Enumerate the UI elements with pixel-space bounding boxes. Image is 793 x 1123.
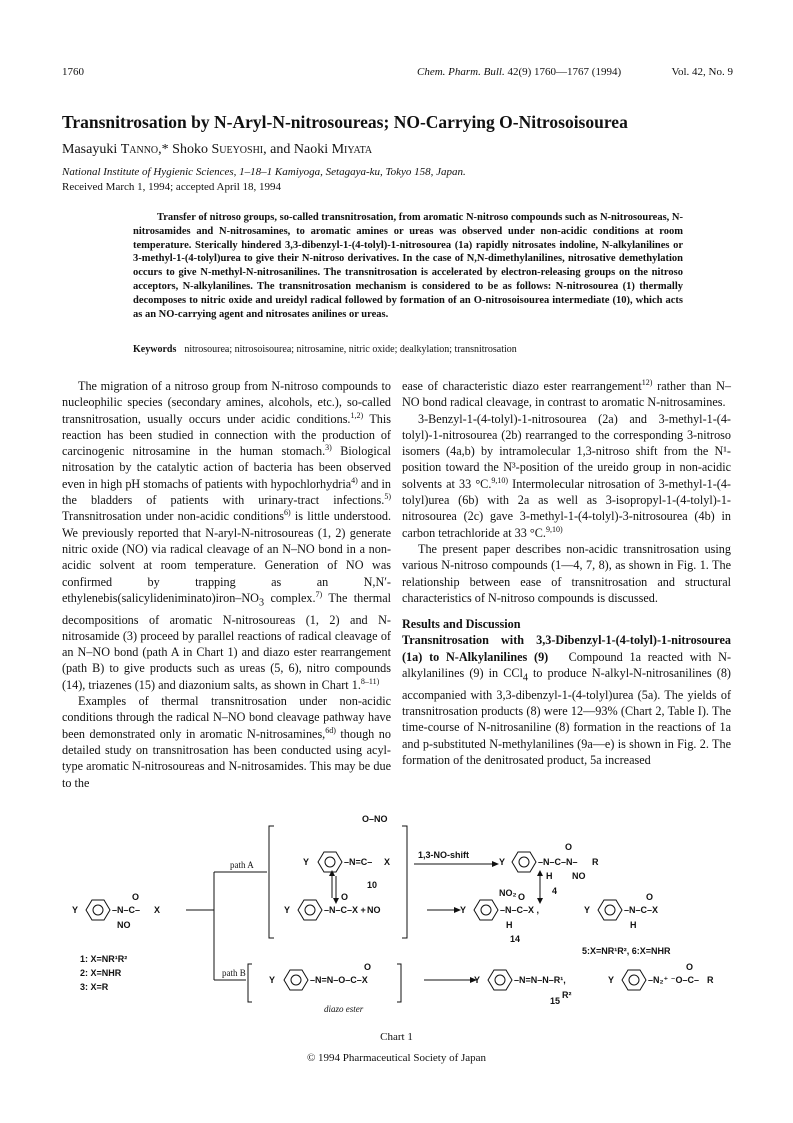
svg-text:O: O — [132, 892, 140, 902]
legend-2: 2: X=NHR — [80, 968, 122, 978]
svg-text:H: H — [630, 920, 637, 930]
paragraph: Transnitrosation with 3,3-Dibenzyl-1-(4-tolyl)-1-nitrosourea (1a) to N-Alkylanilines (9) Compound 1a reacted with N-alkylanilines (9) in CCl$_4$ to produce N-alkyl-N-nitrosanilines (8) accompanied with 3,3-dibenzyl-1-(4-tolyl)urea (5a). The yields of transnitrosation products (8) were 12—93% (Chart 2, Table I). The time-course of N-nitrosaniline (8) formation in the reactions of 1a and p-substituted N-methylanilines (9a—e) is shown in Fig. 2. The formation of the denitrosated product, 5a increased — [402, 633, 732, 767]
received-dates: Received March 1, 1994; accepted April 18, 1994 — [62, 181, 282, 193]
svg-text:–N–C–X ,: –N–C–X , — [500, 905, 540, 915]
scheme-drawing — [62, 812, 732, 1022]
compound-4: 4 — [552, 886, 558, 896]
svg-text:O: O — [364, 962, 372, 972]
svg-text:NO: NO — [117, 920, 131, 930]
path-b-label: path B — [222, 968, 246, 978]
compound-10: 10 — [367, 880, 378, 890]
paragraph: The migration of a nitroso group from N-nitroso compounds to nucleophilic species (secondary amines, alcohols, etc.), so-called transnitrosation, usually occurs under acidic conditions.$^{1,2)}$ This reaction has been studied in connection with the production of carcinogenic nitrosamine in the human stomach.$^{3)}$ Biological nitrosation by the catalytic action of bacteria has been observed even in high pH stomachs of patients with hypochlorhydria$^{4)}$ and in the bladders of patients with urinary-tract infections.$^{5)}$ Transnitrosation under non-acidic conditions$^{6)}$ is little understood. We previously reported that N-aryl-N-nitrosoureas (1, 2) generate nitric oxide (NO) via radical cleavage of an N–NO bond in a non-acidic solvent at room temperature. Generation of NO was confirmed by trapping as an $N,N'-ethylenebis(salicylideniminato)iron-NO_3$ complex.$^{7)}$ The thermal decompositions of aromatic N-nitrosoureas (1, 2) and N-nitrosamide (3) proceed by parallel reactions of radical cleavage of an N–NO bond (path A in Chart 1) and diazo ester rearrangement (path B) to give products such as ureas (5, 6), nitro compounds (14), triazenes (15) and diazonium salts, as shown in Chart 1.$^{8-11)}$ — [62, 379, 392, 692]
copyright-line: © 1994 Pharmaceutical Society of Japan — [306, 1052, 487, 1064]
legend-3: 3: X=R — [80, 982, 109, 992]
left-column — [62, 378, 391, 791]
author-family-name: Tanno — [120, 142, 159, 157]
right-column — [402, 378, 731, 768]
svg-text:X: X — [384, 857, 391, 867]
page-number: 1760 — [62, 66, 84, 78]
svg-text:O: O — [341, 892, 349, 902]
compound-15: 15 — [550, 996, 561, 1006]
subsection-heading: Transnitrosation with 3,3-Dibenzyl-1-(4-tolyl)-1-nitrosourea (1a) to N-Alkylanilines (9) — [402, 633, 731, 664]
running-header — [62, 66, 733, 82]
shift-label: 1,3-NO-shift — [418, 850, 470, 860]
volume-issue: Vol. 42, No. 9 — [671, 66, 733, 78]
compound-5-6: 5:X=NR¹R², 6:X=NHR — [582, 946, 671, 956]
svg-text:–N–C–X: –N–C–X — [624, 905, 659, 915]
author-family-name: Miyata — [331, 142, 373, 157]
corresponding-mark: ,* — [158, 142, 169, 157]
svg-text:Y: Y — [303, 857, 310, 867]
author-separator: , and — [263, 142, 291, 157]
svg-text:–N₂⁺ ⁻O–C–: –N₂⁺ ⁻O–C– — [648, 975, 700, 985]
svg-text:–N–C–X +: –N–C–X + — [324, 905, 366, 915]
svg-text:Y: Y — [284, 905, 291, 915]
svg-text:H: H — [546, 871, 553, 881]
affiliation: National Institute of Hygienic Sciences, 1–18–1 Kamiyoga, Setagaya-ku, Tokyo 158, Japan. — [62, 166, 466, 178]
journal-citation — [417, 66, 621, 78]
svg-text:R: R — [707, 975, 714, 985]
svg-text:–N=N–O–C–X: –N=N–O–C–X — [310, 975, 368, 985]
compound-14: 14 — [510, 934, 521, 944]
svg-text:O: O — [518, 892, 526, 902]
paragraph: ease of characteristic diazo ester rearrangement$^{12)}$ rather than N–NO bond radical cleavage, in contrast to aromatic N-nitrosamines. — [402, 377, 731, 410]
svg-text:O: O — [646, 892, 654, 902]
author-list — [62, 142, 372, 158]
abstract: Transfer of nitroso groups, so-called transnitrosation, from aromatic N-nitroso compounds such as N-nitrosoureas, N-nitrosamides and N-nitrosamines, to aromatic amines or ureas was observed under non-acidic conditions at room temperature. Sterically hindered 3,3-dibenzyl-1-(4-tolyl)-1-nitrosourea (1a) rapidly nitrosates indoline, N-alkylanilines or 3-methyl-1-(4-tolyl)urea to give their N-nitroso derivatives. In the case of N,N-dimethylanilines, nitrosative demethylation occurs to give N-methyl-N-nitrosanilines. The transnitrosation is accelerated by electron-releasing groups on the nitroso acceptors, N-alkylanilines. The transnitrosation mechanism is considered to be as follows: N-nitrosourea (1) thermally decomposes to nitric oxide and ureidyl radical followed by formation of an O-nitrosoisourea intermediate (10), which acts as an NO-carrying agent and nitrosates anilines or ureas. — [133, 212, 683, 320]
author-family-name: Sueyoshi — [211, 142, 264, 157]
svg-text:H: H — [506, 920, 513, 930]
citation: 42(9) 1760—1767 (1994) — [507, 66, 622, 78]
svg-text:–N=N–N–R¹,: –N=N–N–R¹, — [514, 975, 566, 985]
svg-text:Y: Y — [72, 905, 79, 915]
svg-text:Y: Y — [474, 975, 481, 985]
svg-text:Y: Y — [460, 905, 467, 915]
svg-text:X: X — [154, 905, 161, 915]
keywords-text: nitrosourea; nitrosoisourea; nitrosamine, nitric oxide; dealkylation; transnitrosation — [184, 344, 517, 355]
paragraph: Examples of thermal transnitrosation under non-acidic conditions through the radical N–NO bond cleavage pathway have been demonstrated only in aromatic N-nitrosamines,$^{6d)}$ though no detailed study on transnitrosation has been conducted using acyl-type aromatic N-nitrosoureas and N-nitrosamides. This may be due to the — [62, 694, 391, 790]
paper-title: Transnitrosation by N-Aryl-N-nitrosoureas; NO-Carrying O-Nitrosoisourea — [62, 112, 628, 132]
svg-text:Y: Y — [269, 975, 276, 985]
svg-text:–N–C–: –N–C– — [112, 905, 141, 915]
legend-1: 1: X=NR¹R² — [80, 954, 128, 964]
svg-text:NO₂: NO₂ — [499, 888, 517, 898]
path-a-label: path A — [230, 860, 254, 870]
reaction-scheme — [62, 812, 732, 1022]
keywords-label: Keywords — [133, 344, 177, 355]
svg-text:Y: Y — [608, 975, 615, 985]
svg-text:Y: Y — [584, 905, 591, 915]
journal-name: Chem. Pharm. Bull. — [417, 66, 505, 78]
paragraph: 3-Benzyl-1-(4-tolyl)-1-nitrosourea (2a) and 3-methyl-1-(4-tolyl)-1-nitrosourea (2b) rearranged to the corresponding 3-nitroso isomers (4a,b) by intramolecular 1,3-nitroso shift from the N¹-position toward the N³-position of the ureido group in non-acidic solvents at 33 °C.$^{9,10)}$ Intermolecular nitrosation of 3-methyl-1-(4-tolyl)urea (6b) with 2a as well as 3-isopropyl-1-(4-tolyl)-1-nitrosourea (2c) gave 3-methyl-1-(4-tolyl)-3-nitrosourea (4b) in carbon tetrachloride at 33 °C.$^{9,10)}$ — [402, 411, 731, 540]
chart-caption: Chart 1 — [380, 1031, 413, 1043]
svg-text:–N–C–N–: –N–C–N– — [538, 857, 578, 867]
svg-text:O: O — [686, 962, 694, 972]
svg-text:–N=C–: –N=C– — [344, 857, 373, 867]
author-given-name: Masayuki — [62, 142, 118, 157]
svg-text:NO: NO — [367, 905, 381, 915]
svg-text:O–NO: O–NO — [362, 814, 388, 824]
svg-text:NO: NO — [572, 871, 586, 881]
svg-text:R: R — [592, 857, 599, 867]
diazo-ester-label: diazo ester — [324, 1004, 364, 1014]
author-given-name: Naoki — [293, 142, 329, 157]
svg-text:O: O — [565, 842, 573, 852]
svg-text:Y: Y — [499, 857, 506, 867]
keywords-line — [133, 344, 693, 355]
section-heading: Results and Discussion — [402, 617, 521, 632]
svg-text:R²: R² — [562, 990, 572, 1000]
paragraph: The present paper describes non-acidic transnitrosation using various N-nitroso compounds (1—4, 7, 8), as shown in Fig. 1. The relationship between ease of transnitrosation and structural characteristics of N-nitroso compounds is discussed. — [402, 541, 731, 605]
author-given-name: Shoko — [172, 142, 208, 157]
